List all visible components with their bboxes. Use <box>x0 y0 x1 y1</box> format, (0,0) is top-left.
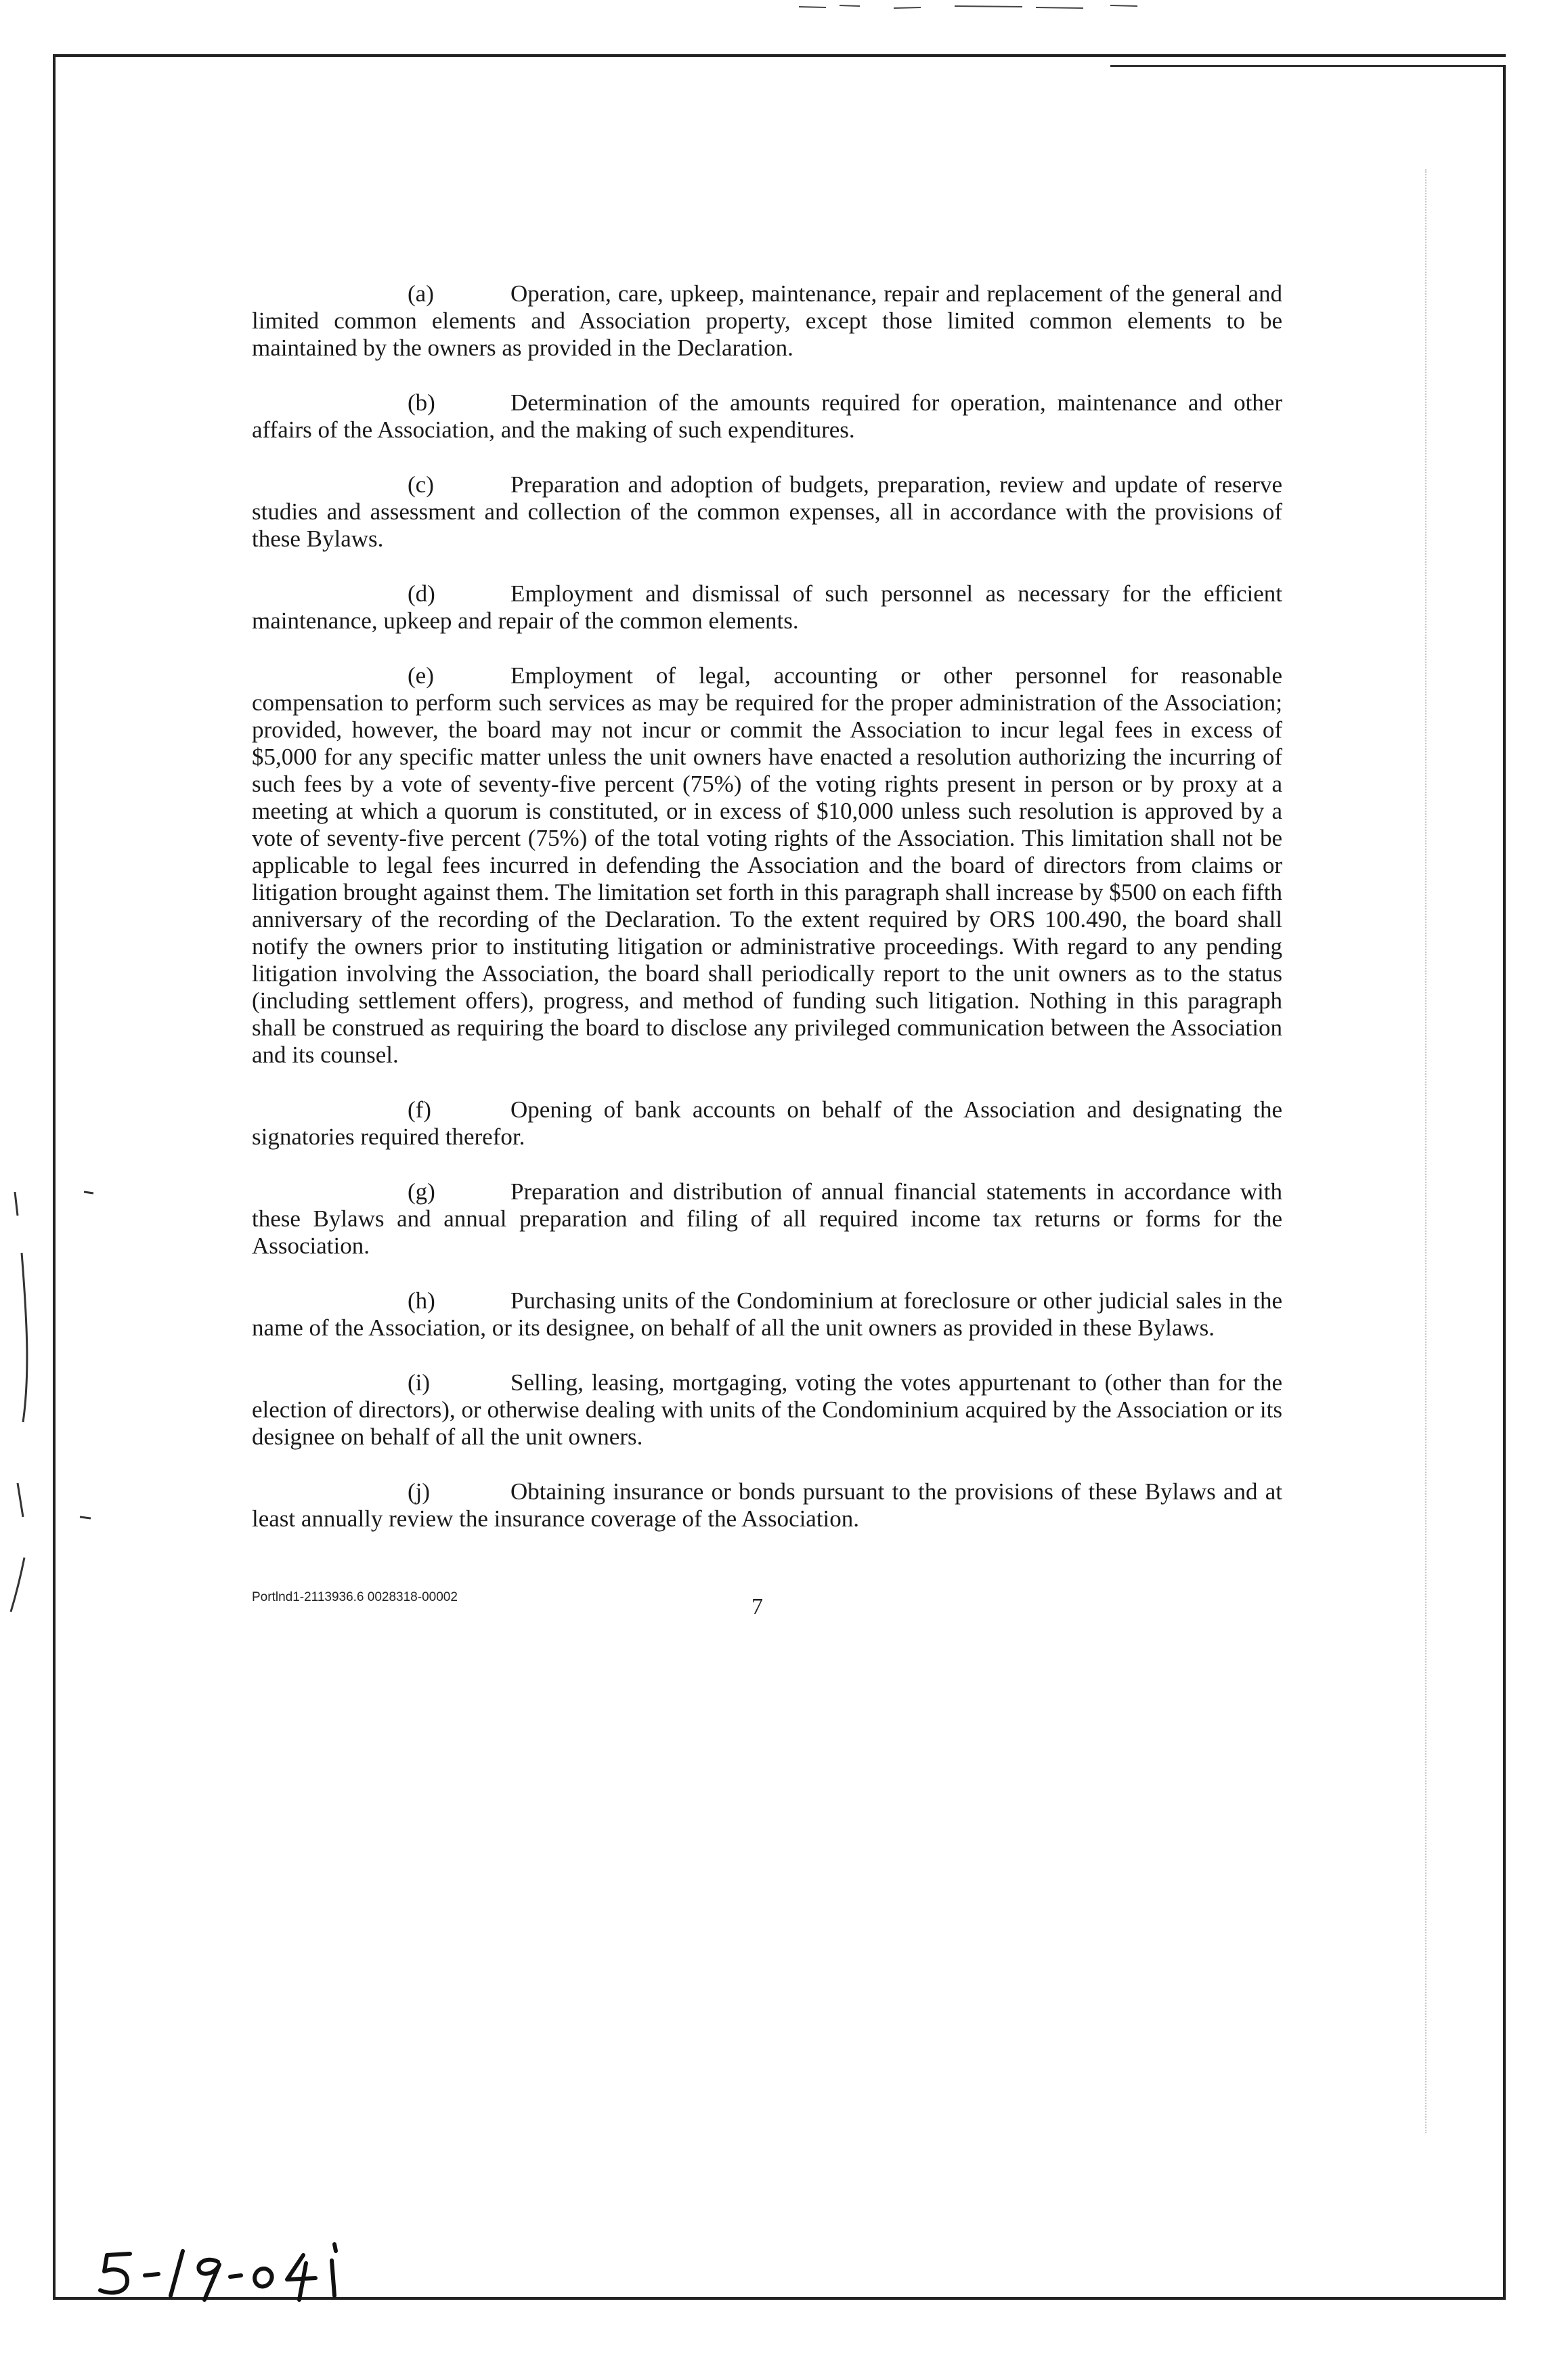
page-number: 7 <box>752 1594 763 1619</box>
document-body <box>252 280 1282 1560</box>
paragraph-text: Employment and dismissal of such personnel as necessary for the efficient maintenance, upkeep and repair of the common elements. <box>252 580 1282 634</box>
paragraph-text: Preparation and adoption of budgets, preparation, review and update of reserve studies and assessment and collection of the common expenses, all in accordance with the provisions of these Bylaws. <box>252 471 1282 552</box>
paragraph-text: Determination of the amounts required for operation, maintenance and other affairs of the Association, and the making of such expenditures. <box>252 389 1282 443</box>
scan-artifact-right-margin <box>1425 169 1447 2133</box>
paragraph-text: Obtaining insurance or bonds pursuant to the provisions of these Bylaws and at least annually review the insurance coverage of the Association. <box>252 1478 1282 1532</box>
bylaw-paragraph-j <box>252 1478 1282 1533</box>
bylaw-paragraph-e <box>252 662 1282 1069</box>
paragraph-text: Operation, care, upkeep, maintenance, repair and replacement of the general and limited common elements and Association property, except those limited common elements to be maintained by the owners as provided in the Declaration. <box>252 280 1282 361</box>
bylaw-paragraph-g <box>252 1178 1282 1260</box>
document-id-code: Portlnd1-2113936.6 0028318-00002 <box>252 1590 458 1604</box>
paragraph-label: (f) <box>408 1096 431 1123</box>
paragraph-label: (a) <box>408 280 434 307</box>
paragraph-label: (g) <box>408 1178 435 1205</box>
handwritten-date <box>88 2242 386 2303</box>
paragraph-text: Selling, leasing, mortgaging, voting the votes appurtenant to (other than for the election of directors), or otherwise dealing with units of the Condominium acquired by the Association or its designee on behalf of all the unit owners. <box>252 1369 1282 1450</box>
bylaw-paragraph-a <box>252 280 1282 362</box>
paragraph-text: Opening of bank accounts on behalf of the Association and designating the signatories required therefor. <box>252 1096 1282 1150</box>
paragraph-label: (e) <box>408 662 434 689</box>
bylaw-paragraph-h <box>252 1287 1282 1342</box>
paragraph-label: (d) <box>408 580 435 607</box>
bylaw-paragraph-b <box>252 389 1282 444</box>
paragraph-label: (c) <box>408 471 434 498</box>
paragraph-label: (i) <box>408 1369 431 1396</box>
paragraph-label: (b) <box>408 389 435 416</box>
scan-border-top-inner <box>1110 65 1503 67</box>
paragraph-text: Employment of legal, accounting or other personnel for reasonable compensation to perform such services as may be required for the proper administration of the Association; provided, however, the board may not incur or commit the Association to incur legal fees in excess of $5,000 for any specific matter unless the unit owners have enacted a resolution authorizing the incurring of such fees by a vote of seventy-five percent (75%) of the voting rights present in person or by proxy at a meeting at which a quorum is constituted, or in excess of $10,000 unless such resolution is approved by a vote of seventy-five percent (75%) of the total voting rights of the Association. This limitation shall not be applicable to legal fees incurred in defending the Association and the board of directors from claims or litigation brought against them. The limitation set forth in this paragraph shall increase by $500 on each fifth anniversary of the recording of the Declaration. To the extent required by ORS 100.490, the board shall notify the owners prior to instituting litigation or administrative proceedings. With regard to any pending litigation involving the Association, the board shall periodically report to the unit owners as to the status (including settlement offers), progress, and method of funding such litigation. Nothing in this paragraph shall be construed as requiring the board to disclose any privileged communication between the Association and its counsel. <box>252 662 1282 1068</box>
bylaw-paragraph-i <box>252 1369 1282 1451</box>
paragraph-text: Purchasing units of the Condominium at foreclosure or other judicial sales in the name of the Association, or its designee, on behalf of all the unit owners as provided in these Bylaws. <box>252 1287 1282 1341</box>
paragraph-label: (j) <box>408 1478 431 1505</box>
scan-border-top <box>53 54 1506 57</box>
bylaw-paragraph-d <box>252 580 1282 635</box>
scan-artifact-top <box>799 1 1151 12</box>
paragraph-text: Preparation and distribution of annual financial statements in accordance with these Bylaws and annual preparation and filing of all required income tax returns or forms for the Association. <box>252 1178 1282 1259</box>
paragraph-label: (h) <box>408 1287 435 1314</box>
scan-artifact-left-margin <box>0 1151 95 1612</box>
bylaw-paragraph-c <box>252 471 1282 553</box>
bylaw-paragraph-f <box>252 1096 1282 1151</box>
scan-border-right <box>1503 65 1506 2300</box>
